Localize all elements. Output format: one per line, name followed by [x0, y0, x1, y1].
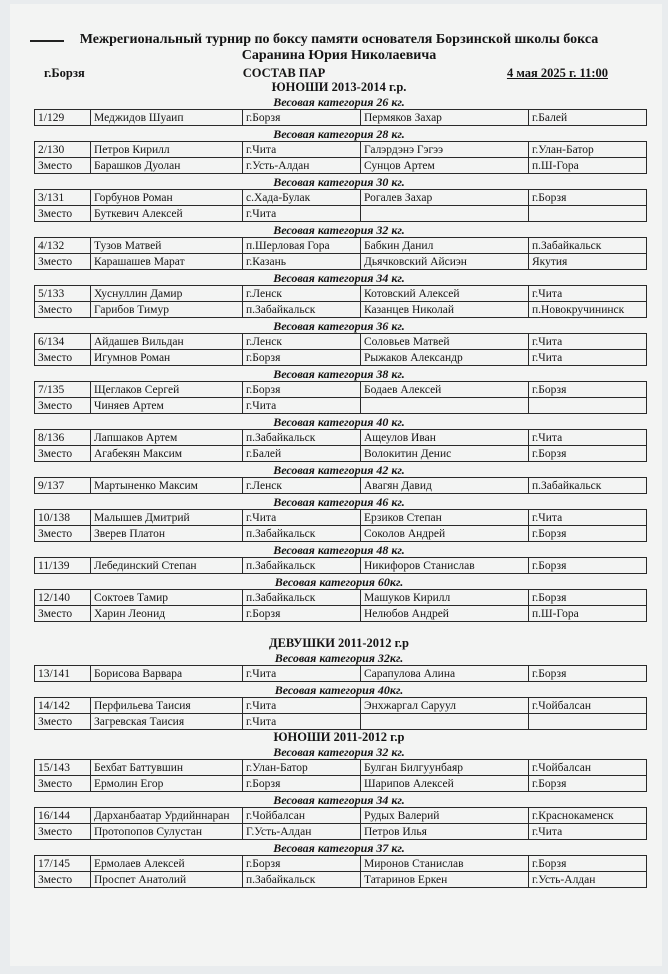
boxer-red-city: п.Забайкальск: [243, 302, 361, 318]
boxer-blue-city: г.Чита: [529, 430, 647, 446]
weight-category-title: Весовая категория 26 кг.: [273, 95, 405, 109]
weight-category-title: Весовая категория 32кг.: [274, 651, 404, 665]
boxer-blue-name: Шарипов Алексей: [361, 776, 529, 792]
pair-row: [35, 714, 647, 730]
pair-row: [35, 382, 647, 398]
pair-number: 4/132: [35, 238, 91, 254]
boxer-blue-name: [361, 714, 529, 730]
boxer-red-name: Меджидов Шуаип: [91, 110, 243, 126]
pair-row: [35, 606, 647, 622]
boxer-blue-city: г.Чойбалсан: [529, 698, 647, 714]
boxer-red-city: Г.Усть-Алдан: [243, 824, 361, 840]
boxer-blue-city: г.Краснокаменск: [529, 808, 647, 824]
pairs-table: [34, 141, 647, 174]
boxer-red-city: г.Борзя: [243, 350, 361, 366]
boxer-red-name: Щеглаков Сергей: [91, 382, 243, 398]
boxer-red-city: г.Борзя: [243, 110, 361, 126]
boxer-red-city: п.Забайкальск: [243, 872, 361, 888]
pair-number: Зместо: [35, 446, 91, 462]
document-title-line1: Межрегиональный турнир по боксу памяти основателя Борзинской школы бокса: [79, 32, 599, 47]
boxer-red-city: г.Балей: [243, 446, 361, 462]
boxer-blue-name: Машуков Кирилл: [361, 590, 529, 606]
boxer-blue-name: Нелюбов Андрей: [361, 606, 529, 622]
boxer-blue-name: Соколов Андрей: [361, 526, 529, 542]
section-title: ЮНОШИ 2011-2012 г.р: [273, 730, 405, 744]
pair-row: [35, 760, 647, 776]
document-title-line2: Саранина Юрия Николаевича: [241, 48, 437, 63]
boxer-blue-city: г.Чойбалсан: [529, 760, 647, 776]
pair-row: [35, 334, 647, 350]
pair-number: 1/129: [35, 110, 91, 126]
pair-row: [35, 698, 647, 714]
boxer-red-name: Гарибов Тимур: [91, 302, 243, 318]
boxer-red-name: Карашашев Марат: [91, 254, 243, 270]
boxer-red-city: г.Чита: [243, 698, 361, 714]
pair-number: Зместо: [35, 398, 91, 414]
pair-number: 5/133: [35, 286, 91, 302]
pair-number: 9/137: [35, 478, 91, 494]
boxer-red-city: г.Чойбалсан: [243, 808, 361, 824]
header-date: 4 мая 2025 г. 11:00: [506, 66, 608, 80]
boxer-red-name: Тузов Матвей: [91, 238, 243, 254]
boxer-blue-city: г.Борзя: [529, 856, 647, 872]
weight-category-title: Весовая категория 32 кг.: [273, 745, 405, 759]
weight-category-title: Весовая категория 37 кг.: [273, 841, 405, 855]
boxer-blue-name: Татаринов Еркен: [361, 872, 529, 888]
pair-row: [35, 558, 647, 574]
pair-number: Зместо: [35, 206, 91, 222]
pair-number: Зместо: [35, 526, 91, 542]
pair-row: [35, 590, 647, 606]
boxer-red-name: Чиняев Артем: [91, 398, 243, 414]
boxer-blue-city: п.Забайкальск: [529, 478, 647, 494]
boxer-blue-name: Сарапулова Алина: [361, 666, 529, 682]
boxer-red-city: г.Борзя: [243, 606, 361, 622]
boxer-red-name: Загревская Таисия: [91, 714, 243, 730]
boxer-blue-name: [361, 398, 529, 414]
boxer-blue-city: г.Чита: [529, 510, 647, 526]
boxer-blue-name: Бабкин Данил: [361, 238, 529, 254]
pair-row: [35, 824, 647, 840]
boxer-blue-name: Пермяков Захар: [361, 110, 529, 126]
boxer-blue-city: г.Чита: [529, 334, 647, 350]
boxer-red-name: Горбунов Роман: [91, 190, 243, 206]
pair-row: [35, 254, 647, 270]
boxer-red-name: Лапшаков Артем: [91, 430, 243, 446]
pairs-content: [24, 80, 654, 888]
boxer-blue-name: Ерзиков Степан: [361, 510, 529, 526]
pair-row: [35, 872, 647, 888]
boxer-red-name: Зверев Платон: [91, 526, 243, 542]
boxer-blue-name: Сунцов Артем: [361, 158, 529, 174]
weight-category-title: Весовая категория 30 кг.: [273, 175, 405, 189]
pair-number: 3/131: [35, 190, 91, 206]
pairs-table: [34, 807, 647, 840]
boxer-red-name: Борисова Варвара: [91, 666, 243, 682]
pair-row: [35, 206, 647, 222]
boxer-red-name: Перфильева Таисия: [91, 698, 243, 714]
boxer-blue-city: г.Борзя: [529, 190, 647, 206]
weight-category-title: Весовая категория 48 кг.: [273, 543, 405, 557]
boxer-blue-city: г.Борзя: [529, 558, 647, 574]
boxer-red-city: г.Ленск: [243, 478, 361, 494]
boxer-blue-name: Бодаев Алексей: [361, 382, 529, 398]
boxer-blue-city: г.Чита: [529, 286, 647, 302]
pair-row: [35, 856, 647, 872]
boxer-red-city: п.Забайкальск: [243, 590, 361, 606]
pair-row: [35, 190, 647, 206]
boxer-red-name: Агабекян Максим: [91, 446, 243, 462]
pairs-table: [34, 109, 647, 126]
boxer-blue-city: г.Борзя: [529, 382, 647, 398]
pairs-table: [34, 665, 647, 682]
boxer-blue-city: г.Балей: [529, 110, 647, 126]
boxer-red-name: Лебединский Степан: [91, 558, 243, 574]
pair-number: 15/143: [35, 760, 91, 776]
boxer-red-name: Петров Кирилл: [91, 142, 243, 158]
boxer-blue-city: [529, 714, 647, 730]
pair-row: [35, 110, 647, 126]
boxer-red-city: п.Забайкальск: [243, 558, 361, 574]
boxer-blue-name: Соловьев Матвей: [361, 334, 529, 350]
boxer-blue-city: п.Забайкальск: [529, 238, 647, 254]
boxer-red-city: г.Ленск: [243, 334, 361, 350]
pair-row: [35, 398, 647, 414]
boxer-red-name: Проспет Анатолий: [91, 872, 243, 888]
weight-category-title: Весовая категория 32 кг.: [273, 223, 405, 237]
boxer-red-name: Ермолин Егор: [91, 776, 243, 792]
pairs-table: [34, 381, 647, 414]
pair-number: Зместо: [35, 824, 91, 840]
pair-number: 16/144: [35, 808, 91, 824]
pair-number: Зместо: [35, 714, 91, 730]
boxer-red-city: г.Чита: [243, 510, 361, 526]
boxer-red-city: г.Ленск: [243, 286, 361, 302]
boxer-blue-name: Рудых Валерий: [361, 808, 529, 824]
pair-row: [35, 510, 647, 526]
boxer-blue-name: [361, 206, 529, 222]
pair-row: [35, 446, 647, 462]
pairs-table: [34, 237, 647, 270]
pair-number: 8/136: [35, 430, 91, 446]
pairs-table: [34, 189, 647, 222]
pair-row: [35, 238, 647, 254]
boxer-blue-city: г.Борзя: [529, 446, 647, 462]
pair-number: 7/135: [35, 382, 91, 398]
boxer-blue-name: Рыжаков Александр: [361, 350, 529, 366]
pair-row: [35, 526, 647, 542]
boxer-red-name: Барашков Дуолан: [91, 158, 243, 174]
pair-row: [35, 776, 647, 792]
weight-category-title: Весовая категория 34 кг.: [273, 793, 405, 807]
boxer-blue-city: п.Ш-Гора: [529, 158, 647, 174]
boxer-blue-city: г.Борзя: [529, 590, 647, 606]
pairs-table: [34, 429, 647, 462]
boxer-blue-name: Миронов Станислав: [361, 856, 529, 872]
boxer-red-name: Бехбат Баттувшин: [91, 760, 243, 776]
pair-number: 13/141: [35, 666, 91, 682]
boxer-red-city: г.Чита: [243, 714, 361, 730]
pair-number: 10/138: [35, 510, 91, 526]
weight-category-title: Весовая категория 46 кг.: [273, 495, 405, 509]
boxer-blue-name: Рогалев Захар: [361, 190, 529, 206]
boxer-blue-name: Казанцев Николай: [361, 302, 529, 318]
pair-number: 14/142: [35, 698, 91, 714]
pair-row: [35, 808, 647, 824]
pair-row: [35, 158, 647, 174]
boxer-red-name: Айдашев Вильдан: [91, 334, 243, 350]
boxer-red-city: г.Улан-Батор: [243, 760, 361, 776]
boxer-red-name: Игумнов Роман: [91, 350, 243, 366]
pair-row: [35, 478, 647, 494]
boxer-red-name: Соктоев Тамир: [91, 590, 243, 606]
boxer-blue-name: Дьячковский Айсиэн: [361, 254, 529, 270]
boxer-red-city: п.Забайкальск: [243, 430, 361, 446]
boxer-red-city: п.Забайкальск: [243, 526, 361, 542]
pair-number: 2/130: [35, 142, 91, 158]
pair-row: [35, 430, 647, 446]
section-title: ДЕВУШКИ 2011-2012 г.р: [268, 636, 409, 650]
boxer-red-name: Протопопов Сулустан: [91, 824, 243, 840]
boxer-red-city: г.Чита: [243, 398, 361, 414]
boxer-red-city: с.Хада-Булак: [243, 190, 361, 206]
boxer-red-city: г.Чита: [243, 142, 361, 158]
boxer-blue-city: п.Новокручининск: [529, 302, 647, 318]
weight-category-title: Весовая категория 28 кг.: [273, 127, 405, 141]
boxer-blue-city: [529, 206, 647, 222]
pair-number: Зместо: [35, 606, 91, 622]
boxer-blue-city: г.Борзя: [529, 526, 647, 542]
pair-row: [35, 142, 647, 158]
pair-number: Зместо: [35, 776, 91, 792]
pair-number: 17/145: [35, 856, 91, 872]
pair-number: Зместо: [35, 350, 91, 366]
pair-number: Зместо: [35, 158, 91, 174]
weight-category-title: Весовая категория 60кг.: [274, 575, 404, 589]
boxer-blue-name: Петров Илья: [361, 824, 529, 840]
pairs-table: [34, 589, 647, 622]
boxer-red-city: г.Борзя: [243, 856, 361, 872]
boxer-red-name: Малышев Дмитрий: [91, 510, 243, 526]
boxer-blue-name: Никифоров Станислав: [361, 558, 529, 574]
boxer-blue-name: Булган Билгуунбаяр: [361, 760, 529, 776]
boxer-blue-city: Якутия: [529, 254, 647, 270]
boxer-blue-city: г.Борзя: [529, 666, 647, 682]
boxer-blue-city: г.Борзя: [529, 776, 647, 792]
boxer-blue-name: Энхжаргал Саруул: [361, 698, 529, 714]
boxer-red-city: п.Шерловая Гора: [243, 238, 361, 254]
header-doc-title: СОСТАВ ПАР: [242, 66, 326, 80]
weight-category-title: Весовая категория 36 кг.: [273, 319, 405, 333]
header-info-row: [24, 66, 654, 80]
section-title: ЮНОШИ 2013-2014 г.р.: [271, 80, 407, 94]
boxer-blue-name: Ащеулов Иван: [361, 430, 529, 446]
header-city: г.Борзя: [44, 66, 85, 80]
pairs-table: [34, 759, 647, 792]
weight-category-title: Весовая категория 34 кг.: [273, 271, 405, 285]
pair-row: [35, 302, 647, 318]
boxer-blue-name: Галэрдэнэ Гэгээ: [361, 142, 529, 158]
boxer-blue-city: г.Усть-Алдан: [529, 872, 647, 888]
boxer-red-city: г.Чита: [243, 206, 361, 222]
boxer-blue-city: г.Чита: [529, 350, 647, 366]
boxer-blue-city: п.Ш-Гора: [529, 606, 647, 622]
boxer-blue-city: [529, 398, 647, 414]
boxer-blue-city: г.Чита: [529, 824, 647, 840]
document-page: [10, 4, 662, 966]
pair-number: Зместо: [35, 302, 91, 318]
boxer-red-city: г.Борзя: [243, 776, 361, 792]
weight-category-title: Весовая категория 42 кг.: [273, 463, 405, 477]
boxer-red-city: г.Усть-Алдан: [243, 158, 361, 174]
boxer-red-name: Буткевич Алексей: [91, 206, 243, 222]
boxer-red-name: Дарханбаатар Урдийннаран: [91, 808, 243, 824]
pair-row: [35, 666, 647, 682]
boxer-red-city: г.Борзя: [243, 382, 361, 398]
boxer-blue-name: Волокитин Денис: [361, 446, 529, 462]
boxer-red-city: г.Казань: [243, 254, 361, 270]
boxer-blue-city: г.Улан-Батор: [529, 142, 647, 158]
weight-category-title: Весовая категория 40кг.: [274, 683, 404, 697]
boxer-red-name: Хуснуллин Дамир: [91, 286, 243, 302]
boxer-red-name: Ермолаев Алексей: [91, 856, 243, 872]
pairs-table: [34, 855, 647, 888]
pair-number: Зместо: [35, 254, 91, 270]
pairs-table: [34, 333, 647, 366]
pairs-table: [34, 557, 647, 574]
pair-number: 6/134: [35, 334, 91, 350]
pair-row: [35, 286, 647, 302]
weight-category-title: Весовая категория 38 кг.: [273, 367, 405, 381]
pairs-table: [34, 509, 647, 542]
pairs-table: [34, 477, 647, 494]
pairs-table: [34, 285, 647, 318]
pair-row: [35, 350, 647, 366]
boxer-blue-name: Котовский Алексей: [361, 286, 529, 302]
boxer-red-name: Харин Леонид: [91, 606, 243, 622]
boxer-red-name: Мартыненко Максим: [91, 478, 243, 494]
pair-number: 11/139: [35, 558, 91, 574]
pair-number: 12/140: [35, 590, 91, 606]
boxer-red-city: г.Чита: [243, 666, 361, 682]
pair-number: Зместо: [35, 872, 91, 888]
pairs-table: [34, 697, 647, 730]
header-dash-mark: [30, 40, 64, 42]
boxer-blue-name: Авагян Давид: [361, 478, 529, 494]
weight-category-title: Весовая категория 40 кг.: [273, 415, 405, 429]
